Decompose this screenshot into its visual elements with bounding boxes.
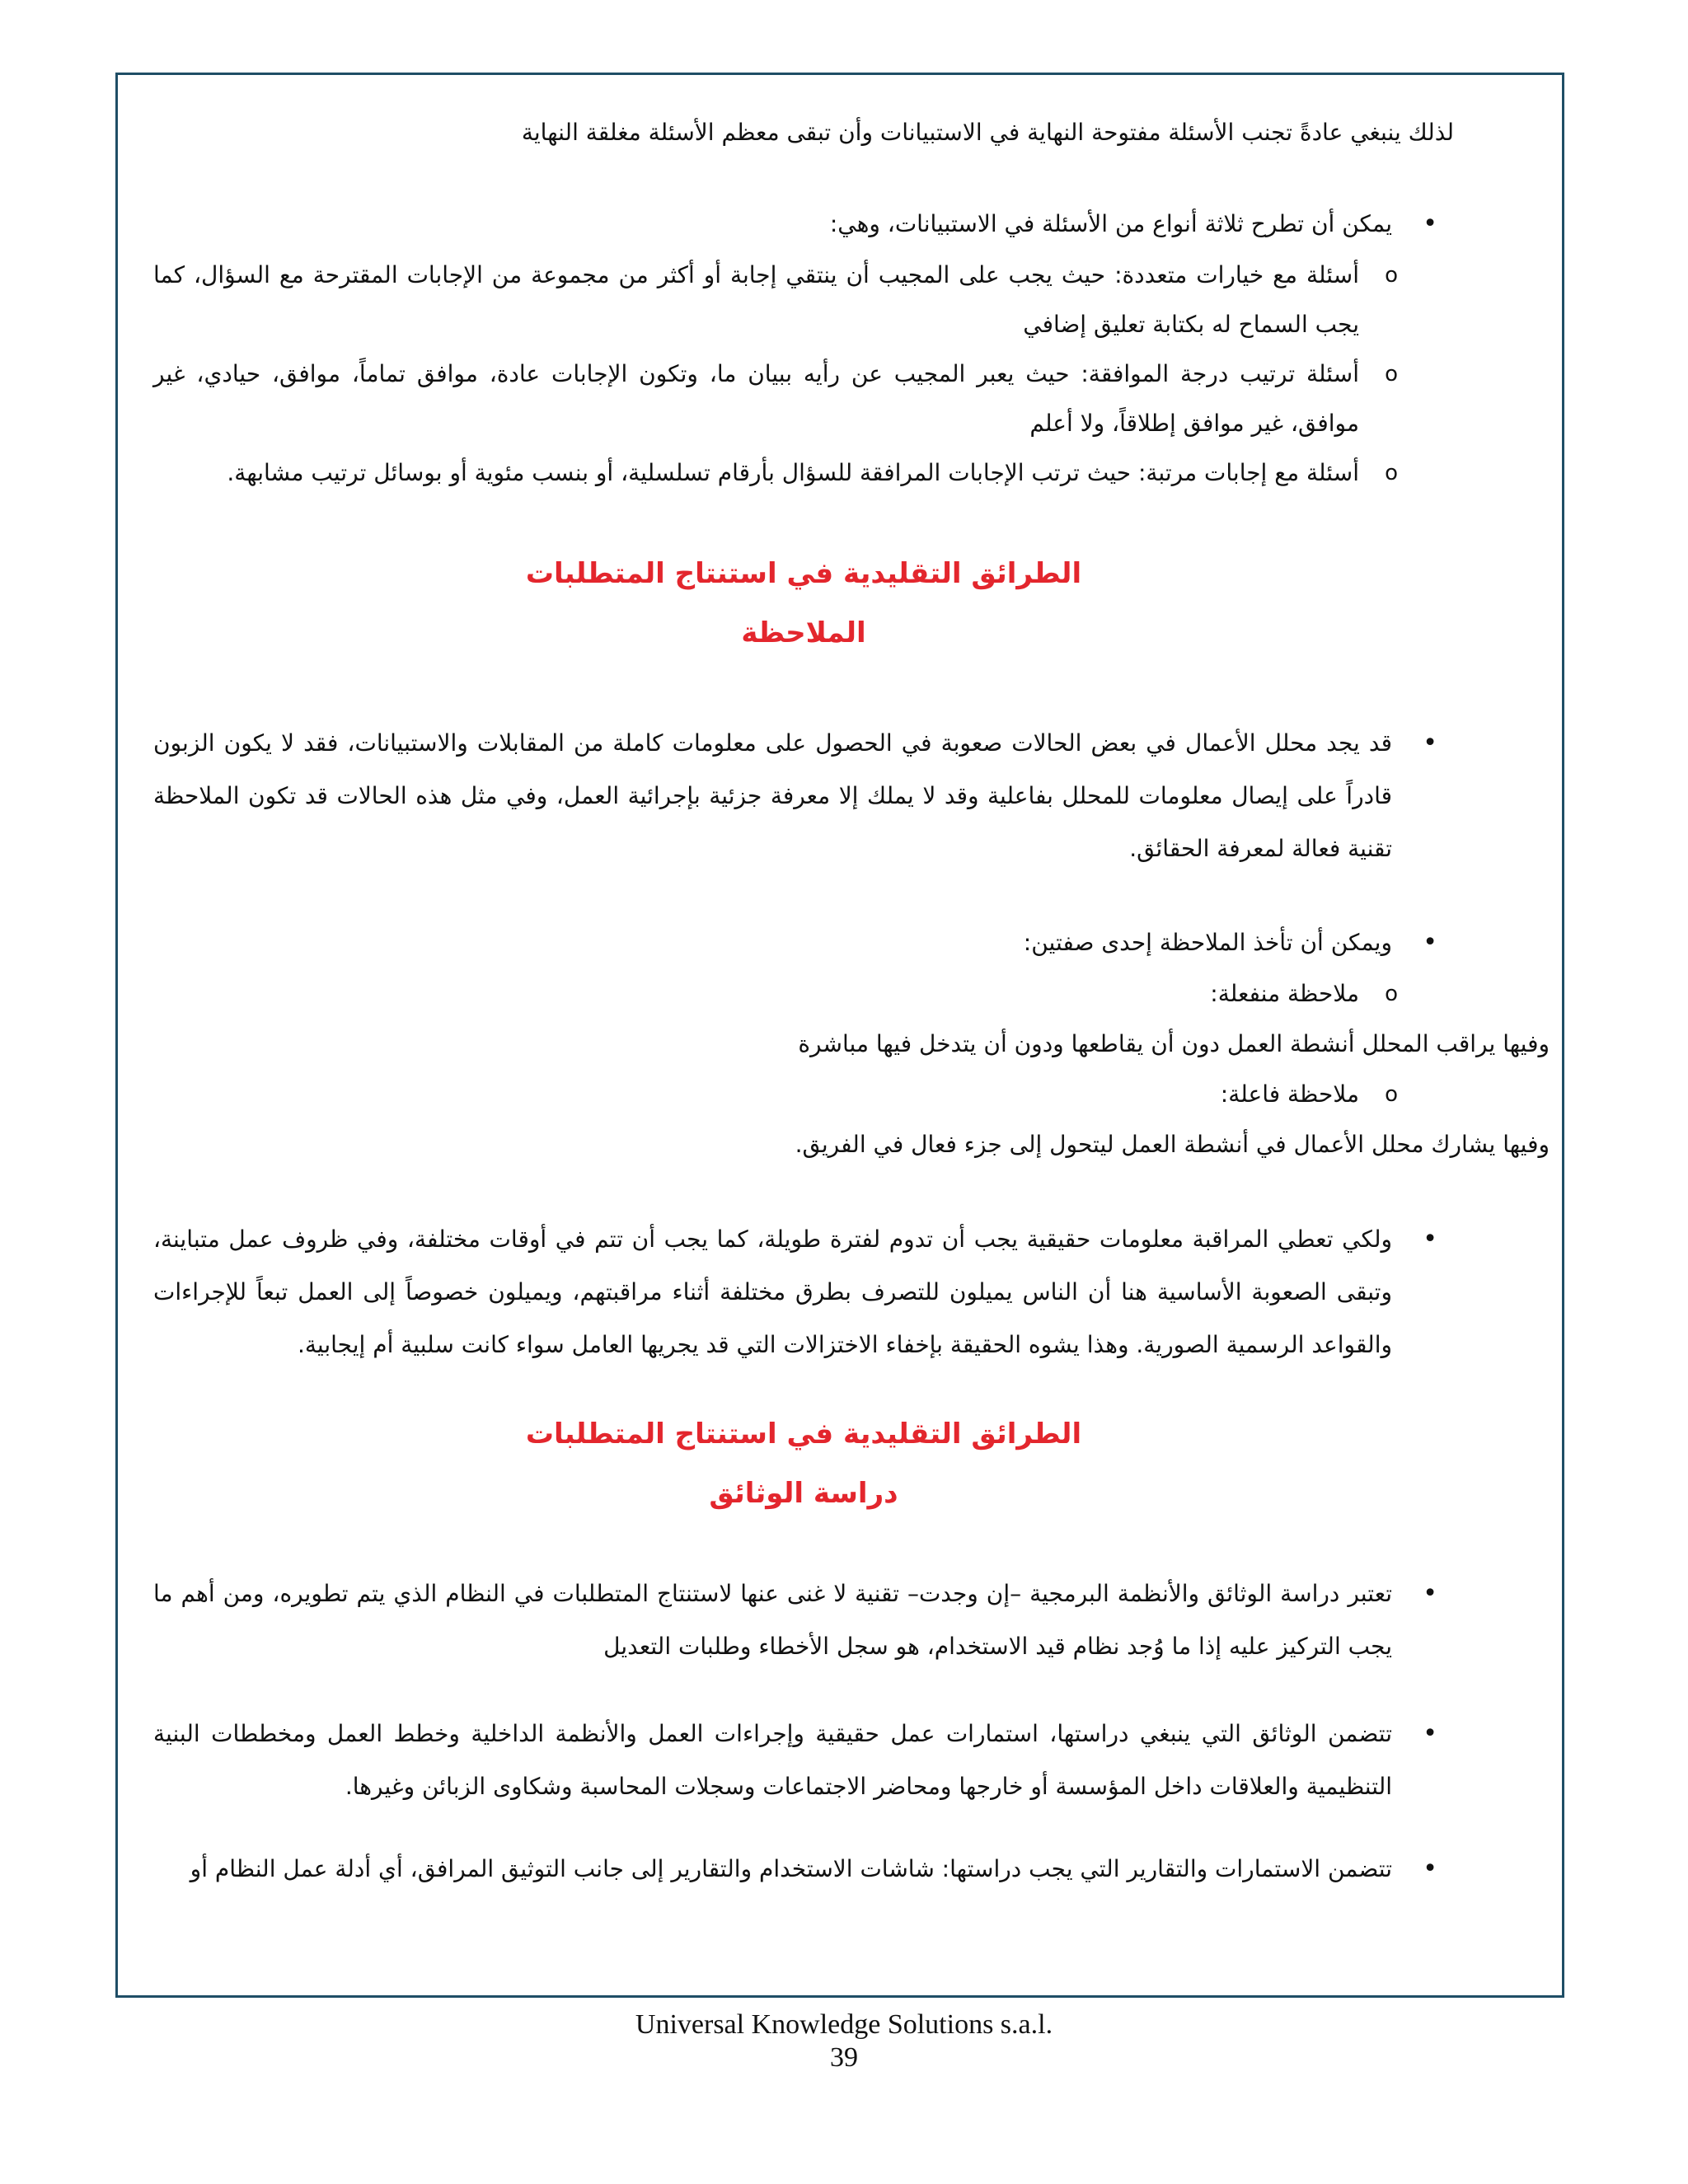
question-type-item: o أسئلة مع خيارات متعددة: حيث يجب على المجيب أن ينتقي إجابة أو أكثر من مجموعة من الإجابات المقترحة مع السؤال، كما يجب السماح له بكتابة تعليق إضافي [153, 251, 1454, 349]
circle-bullet-icon: o [1385, 461, 1398, 485]
passive-observation-label: o ملاحظة منفعلة: [153, 969, 1454, 1019]
documents-list-paragraph: • تتضمن الوثائق التي ينبغي دراستها، استمارات عمل حقيقية وإجراءات العمل والأنظمة الداخلية وخطط العمل ومخططات البنية التنظيمية والعلاقات داخل المؤسسة أو خارجها ومحاضر الاجتماعات وسجلات المحاسبة وشكاوى الزبائن وغيرها. [153, 1708, 1454, 1813]
page-number: 39 [830, 2042, 858, 2073]
section-title: الطرائق التقليدية في استنتاج المتطلبات [525, 557, 1082, 590]
circle-bullet-icon: o [1385, 1082, 1398, 1107]
circle-bullet-icon: o [1385, 982, 1398, 1006]
observation-paragraph: • قد يجد محلل الأعمال في بعض الحالات صعوبة في الحصول على معلومات كاملة من المقابلات والاستبيانات، فقد لا يكون الزبون قادراً على إيصال معلومات للمحلل بفاعلية وقد لا يملك إلا معرفة جزئية بإجرائية العمل، وفي مثل هذه الحالات قد تكون الملاحظة تقنية فعالة لمعرفة الحقائق. [153, 717, 1454, 875]
monitoring-paragraph: • ولكي تعطي المراقبة معلومات حقيقية يجب أن تدوم لفترة طويلة، كما يجب أن تتم في أوقات مختلفة، وفي ظروف عمل متباينة، وتبقى الصعوبة الأساسية هنا أن الناس يميلون للتصرف بطرق مختلفة أثناء مراقبتهم، ويميلون خصوصاً إلى العمل تبعاً للإجراءات والقواعد الرسمية الصورية. وهذا يشوه الحقيقة بإخفاء الاختزالات التي قد يجريها العامل سواء كانت سلبية أم إيجابية. [153, 1213, 1454, 1371]
active-observation-text: وفيها يشارك محلل الأعمال في أنشطة العمل ليتحول إلى جزء فعال في الفريق. [795, 1131, 1550, 1158]
passive-observation-text: وفيها يراقب المحلل أنشطة العمل دون أن يقاطعها ودون أن يتدخل فيها مباشرة [798, 1030, 1550, 1057]
section-title: الطرائق التقليدية في استنتاج المتطلبات [525, 1418, 1082, 1451]
question-types-lead: • يمكن أن تطرح ثلاثة أنواع من الأسئلة في الاستبيانات، وهي: [153, 198, 1454, 251]
page-content [153, 105, 1550, 1896]
intro-paragraph: لذلك ينبغي عادةً تجنب الأسئلة مفتوحة النهاية في الاستبيانات وأن تبقى معظم الأسئلة مغلقة النهاية [521, 119, 1454, 146]
footer-company: Universal Knowledge Solutions s.a.l. [635, 2009, 1053, 2040]
section-subtitle: دراسة الوثائق [709, 1477, 898, 1510]
forms-reports-paragraph: • تتضمن الاستمارات والتقارير التي يجب دراستها: شاشات الاستخدام والتقارير إلى جانب التوثيق المرافق، أي أدلة عمل النظام أو [153, 1843, 1454, 1896]
documents-paragraph: • تعتبر دراسة الوثائق والأنظمة البرمجية –إن وجدت– تقنية لا غنى عنها لاستنتاج المتطلبات في النظام الذي يتم تطويره، ومن أهم ما يجب التركيز عليه إذا ما وُجد نظام قيد الاستخدام، هو سجل الأخطاء وطلبات التعديل [153, 1568, 1454, 1673]
question-type-item: o أسئلة ترتيب درجة الموافقة: حيث يعبر المجيب عن رأيه ببيان ما، وتكون الإجابات عادة، موافق تماماً، موافق، حيادي، غير موافق، غير موافق إطلاقاً، ولا أعلم [153, 349, 1454, 448]
active-observation-label: o ملاحظة فاعلة: [153, 1070, 1454, 1119]
circle-bullet-icon: o [1385, 263, 1398, 288]
section-subtitle: الملاحظة [741, 616, 866, 649]
circle-bullet-icon: o [1385, 362, 1398, 387]
question-type-item: o أسئلة مع إجابات مرتبة: حيث ترتب الإجابات المرافقة للسؤال بأرقام تسلسلية، أو بنسب مئوية أو بوسائل ترتيب مشابهة. [153, 448, 1454, 498]
observation-forms-lead: • ويمكن أن تأخذ الملاحظة إحدى صفتين: [153, 916, 1454, 969]
